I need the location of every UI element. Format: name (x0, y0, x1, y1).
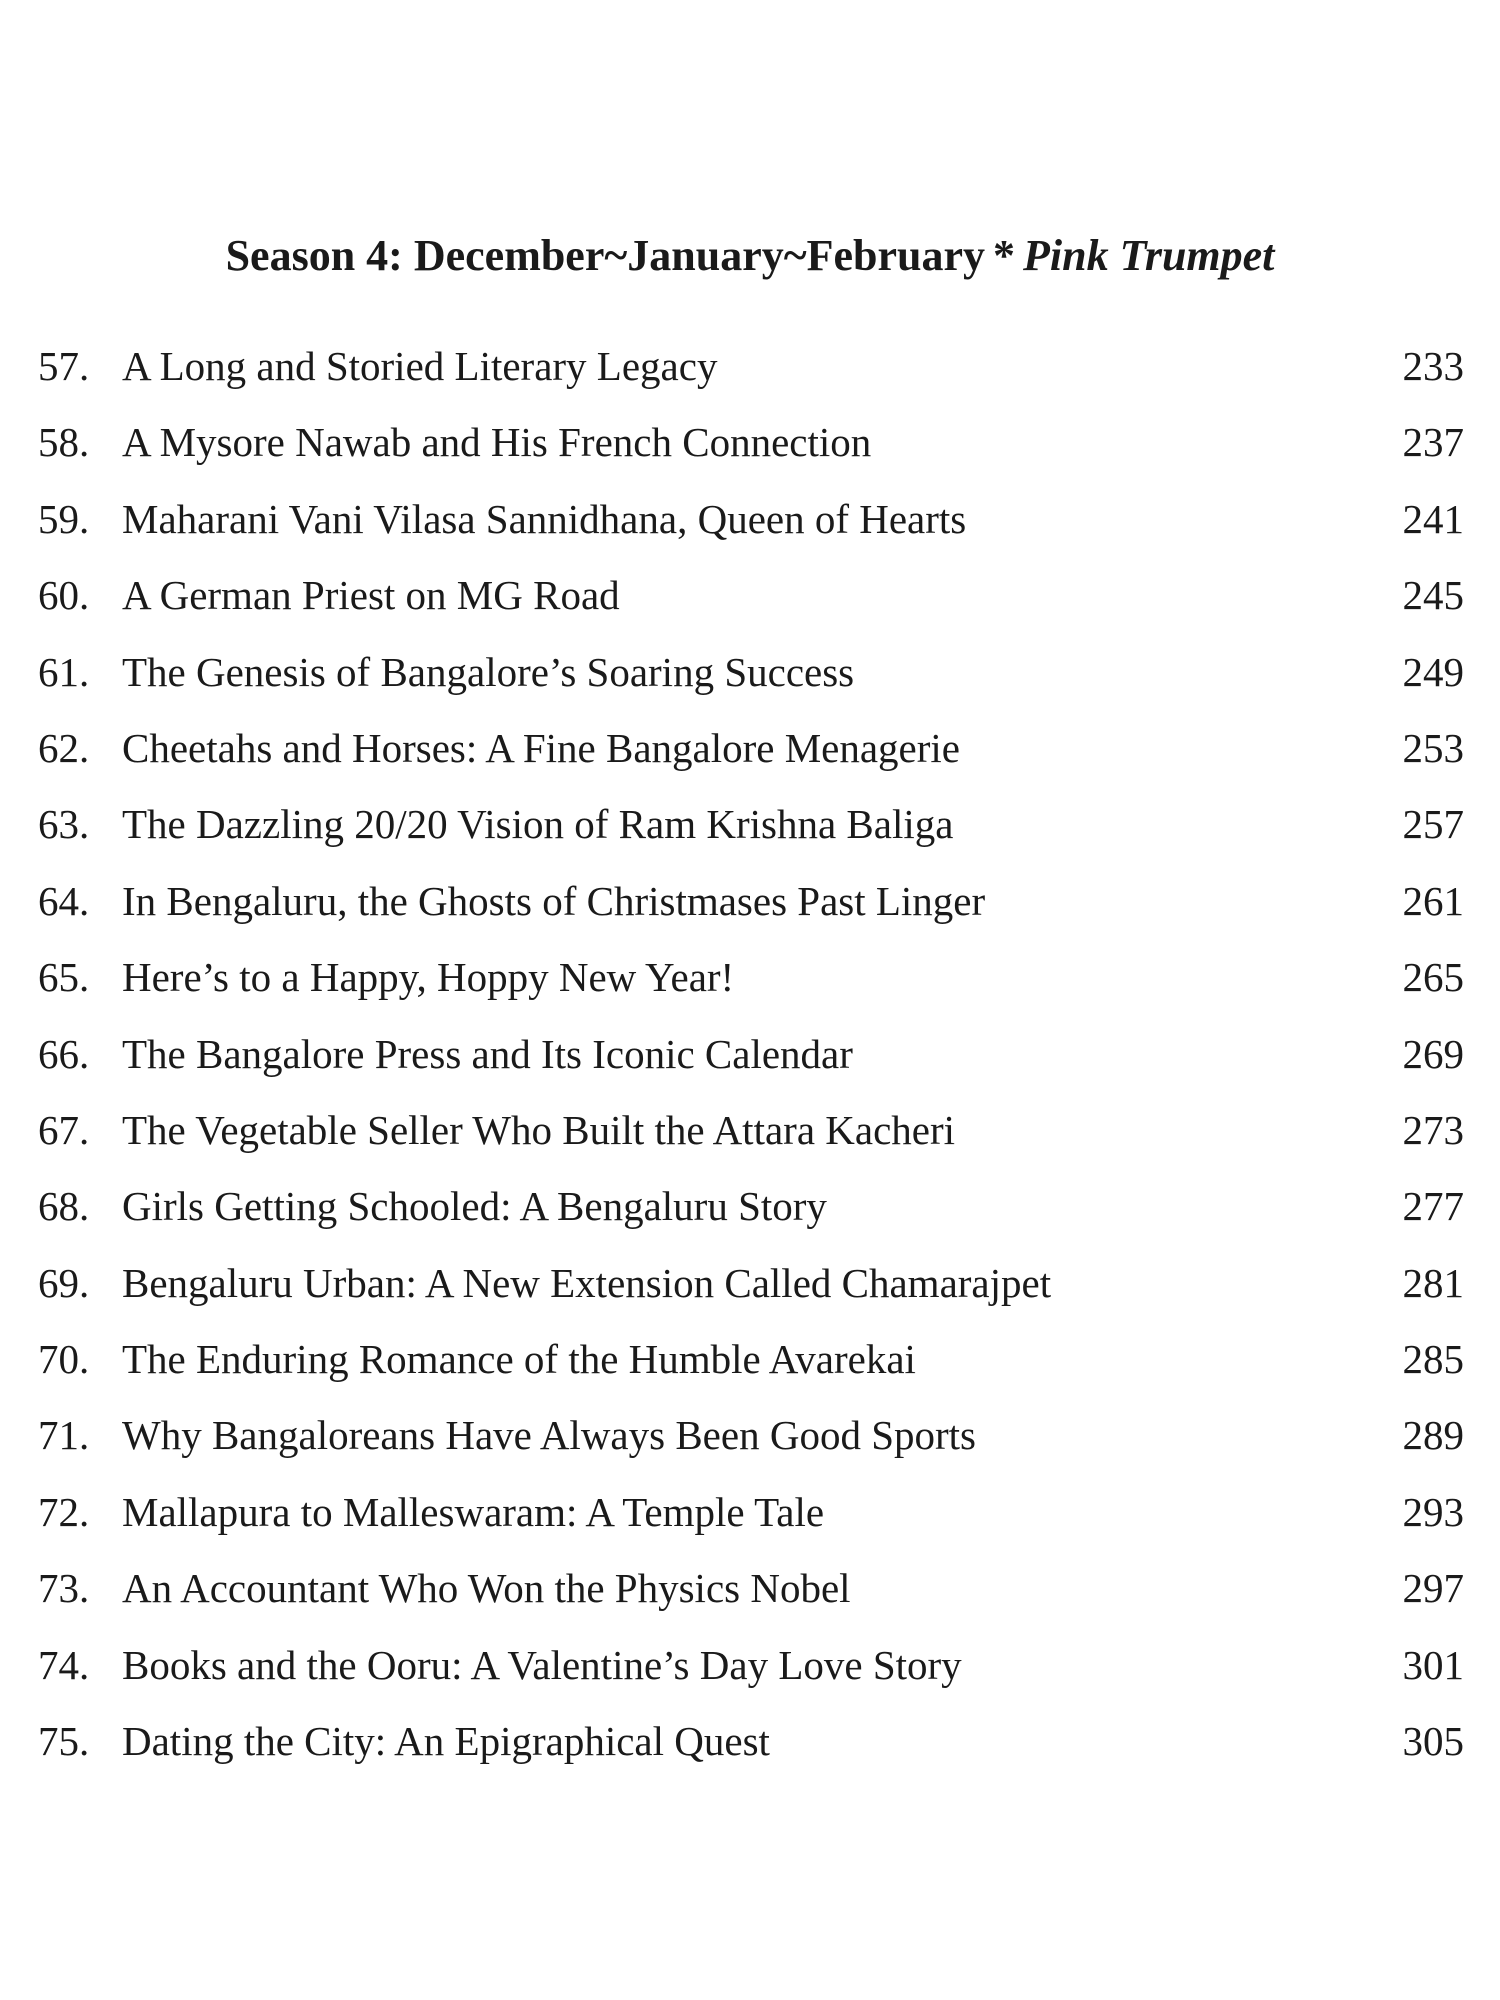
toc-entry (38, 1550, 1464, 1626)
toc-entry-number: 67. (38, 1106, 90, 1153)
toc-entry-title: The Enduring Romance of the Humble Avarekai (122, 1336, 916, 1383)
toc-entry-number: 68. (38, 1183, 90, 1230)
toc-entry-number: 70. (38, 1336, 90, 1383)
toc-entry (38, 1245, 1464, 1321)
toc-entry-number: 57. (38, 343, 90, 389)
toc-entry-page: 273 (1402, 1106, 1464, 1153)
season-heading (0, 228, 1500, 284)
toc-entry-page: 241 (1402, 495, 1464, 542)
toc-entry-page: 237 (1402, 419, 1464, 466)
toc-entry-page: 277 (1402, 1183, 1464, 1230)
toc-list (38, 328, 1464, 1779)
toc-entry-title: Books and the Ooru: A Valentine’s Day Love Story (122, 1641, 962, 1688)
toc-entry-page: 245 (1402, 572, 1464, 619)
toc-entry-number: 64. (38, 877, 90, 924)
toc-entry (38, 404, 1464, 480)
season-heading-subtitle: Pink Trumpet (1023, 231, 1275, 280)
toc-entry-page: 289 (1402, 1412, 1464, 1459)
toc-entry-title: Girls Getting Schooled: A Bengaluru Story (122, 1183, 827, 1230)
toc-entry (38, 939, 1464, 1015)
toc-entry (38, 328, 1464, 404)
toc-entry-number: 69. (38, 1259, 90, 1306)
toc-entry (38, 786, 1464, 862)
toc-entry-page: 297 (1402, 1565, 1464, 1612)
toc-entry-number: 66. (38, 1030, 90, 1077)
toc-entry-title: The Bangalore Press and Its Iconic Calendar (122, 1030, 853, 1077)
toc-entry-page: 269 (1402, 1030, 1464, 1077)
toc-entry-page: 293 (1402, 1488, 1464, 1535)
toc-entry (38, 863, 1464, 939)
toc-entry-title: Here’s to a Happy, Hoppy New Year! (122, 954, 735, 1001)
toc-entry-title: In Bengaluru, the Ghosts of Christmases Past Linger (122, 877, 986, 924)
season-heading-separator: * (993, 231, 1016, 280)
toc-entry-page: 233 (1402, 343, 1464, 389)
toc-entry-number: 63. (38, 801, 90, 848)
toc-entry-title: Mallapura to Malleswaram: A Temple Tale (122, 1488, 825, 1535)
toc-entry-page: 301 (1402, 1641, 1464, 1688)
toc-entry-title: Cheetahs and Horses: A Fine Bangalore Menagerie (122, 724, 960, 771)
toc-entry (38, 557, 1464, 633)
toc-entry (38, 1321, 1464, 1397)
toc-entry-number: 74. (38, 1641, 90, 1688)
toc-entry-title: The Dazzling 20/20 Vision of Ram Krishna Baliga (122, 801, 954, 848)
toc-entry-title: A Mysore Nawab and His French Connection (122, 419, 872, 466)
toc-entry (38, 1627, 1464, 1703)
toc-entry-title: The Vegetable Seller Who Built the Attara Kacheri (122, 1106, 956, 1153)
toc-entry-number: 58. (38, 419, 90, 466)
toc-entry (38, 1397, 1464, 1473)
toc-entry (38, 1474, 1464, 1550)
toc-entry (38, 1016, 1464, 1092)
toc-entry-title: Dating the City: An Epigraphical Quest (122, 1718, 770, 1765)
season-heading-title: Season 4: December~January~February (225, 231, 986, 280)
toc-entry-number: 73. (38, 1565, 90, 1612)
toc-entry-number: 61. (38, 648, 90, 695)
toc-entry-page: 285 (1402, 1336, 1464, 1383)
toc-entry-title: The Genesis of Bangalore’s Soaring Success (122, 648, 855, 695)
toc-entry-number: 75. (38, 1718, 90, 1765)
toc-entry-number: 59. (38, 495, 90, 542)
toc-entry-number: 72. (38, 1488, 90, 1535)
toc-entry-page: 257 (1402, 801, 1464, 848)
toc-entry-page: 253 (1402, 724, 1464, 771)
toc-entry (38, 1168, 1464, 1244)
toc-entry-title: A German Priest on MG Road (122, 572, 620, 619)
toc-entry (38, 710, 1464, 786)
toc-entry-title: Bengaluru Urban: A New Extension Called Chamarajpet (122, 1259, 1052, 1306)
toc-entry-title: Maharani Vani Vilasa Sannidhana, Queen of Hearts (122, 495, 967, 542)
toc-entry (38, 1703, 1464, 1779)
toc-entry-title: An Accountant Who Won the Physics Nobel (122, 1565, 851, 1612)
toc-entry-page: 281 (1402, 1259, 1464, 1306)
toc-entry-title: Why Bangaloreans Have Always Been Good Sports (122, 1412, 976, 1459)
toc-entry-number: 62. (38, 724, 90, 771)
toc-entry-page: 265 (1402, 954, 1464, 1001)
toc-entry (38, 1092, 1464, 1168)
toc-entry (38, 634, 1464, 710)
toc-entry-number: 71. (38, 1412, 90, 1459)
toc-entry (38, 481, 1464, 557)
toc-entry-page: 305 (1402, 1718, 1464, 1765)
toc-entry-number: 60. (38, 572, 90, 619)
toc-entry-number: 65. (38, 954, 90, 1001)
toc-entry-page: 261 (1402, 877, 1464, 924)
toc-entry-page: 249 (1402, 648, 1464, 695)
toc-entry-title: A Long and Storied Literary Legacy (122, 343, 718, 389)
